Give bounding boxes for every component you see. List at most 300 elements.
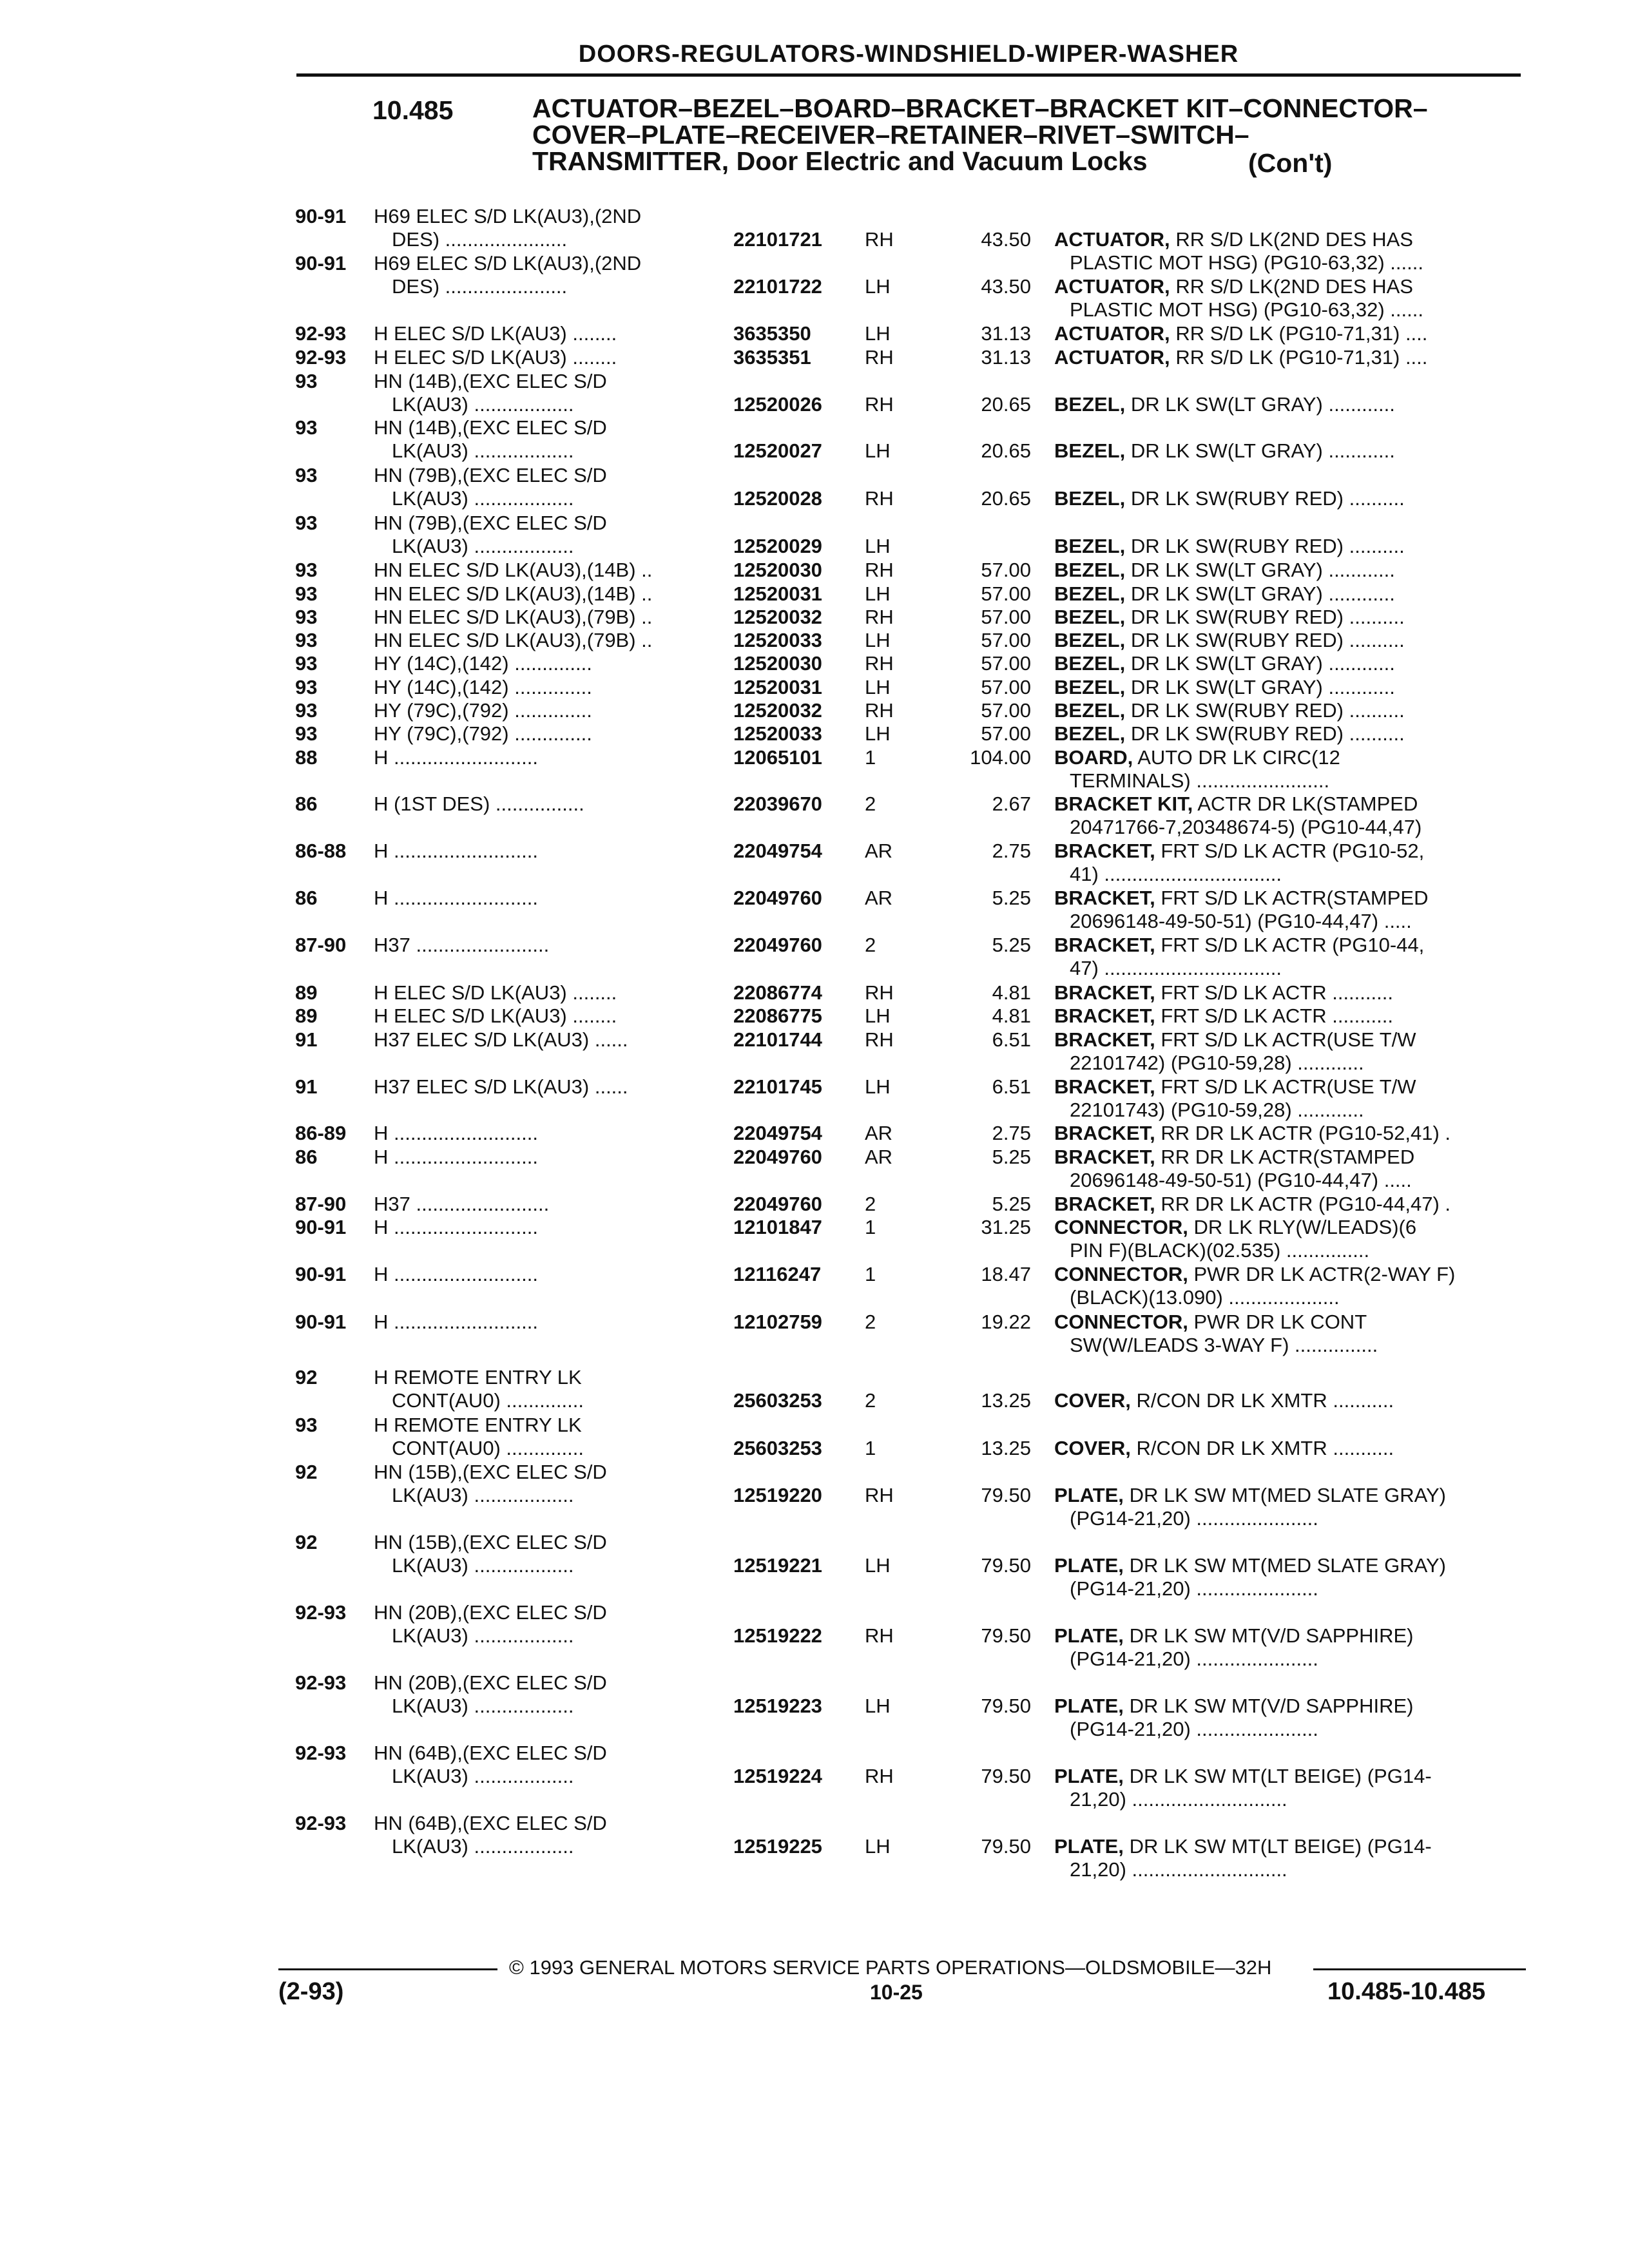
part-number: 12519223 bbox=[733, 1695, 822, 1717]
price: 79.50 bbox=[981, 1554, 1031, 1577]
quantity: RH bbox=[865, 487, 894, 510]
part-name-bold: BRACKET, bbox=[1054, 1193, 1155, 1215]
model-year: 93 bbox=[295, 512, 318, 534]
part-number: 12519225 bbox=[733, 1835, 822, 1858]
price: 2.75 bbox=[992, 1122, 1031, 1144]
usage-line: H (1ST DES) ................ bbox=[374, 793, 584, 815]
model-year: 89 bbox=[295, 1004, 318, 1027]
part-name-continuation: (PG14-21,20) ...................... bbox=[1070, 1577, 1318, 1600]
part-name-bold: BEZEL, bbox=[1054, 582, 1126, 605]
part-name-detail: DR LK SW(RUBY RED) .......... bbox=[1130, 487, 1405, 510]
part-number: 12102759 bbox=[733, 1311, 822, 1333]
usage-description bbox=[374, 793, 584, 816]
usage-description bbox=[374, 416, 607, 463]
part-name bbox=[1054, 535, 1405, 558]
part-name-detail: FRT S/D LK ACTR(USE T/W bbox=[1161, 1028, 1416, 1051]
usage-description bbox=[374, 1122, 538, 1145]
part-name-detail: DR LK SW(LT GRAY) ............ bbox=[1130, 559, 1395, 581]
part-name-bold: ACTUATOR, bbox=[1054, 228, 1170, 251]
usage-description bbox=[374, 1671, 607, 1718]
usage-line: HN (79B),(EXC ELEC S/D bbox=[374, 512, 607, 534]
part-name-bold: PLATE, bbox=[1054, 1695, 1124, 1717]
part-name-bold: ACTUATOR, bbox=[1054, 275, 1170, 298]
usage-description bbox=[374, 1366, 584, 1412]
section-title bbox=[532, 95, 1537, 175]
part-name-bold: BOARD, bbox=[1054, 746, 1133, 769]
usage-description bbox=[374, 746, 538, 769]
quantity: AR bbox=[865, 1122, 893, 1144]
usage-line: HN (14B),(EXC ELEC S/D bbox=[374, 370, 607, 392]
part-name bbox=[1054, 439, 1395, 463]
usage-line: H REMOTE ENTRY LK bbox=[374, 1414, 582, 1436]
part-name-bold: COVER, bbox=[1054, 1389, 1131, 1412]
usage-line: H37 ........................ bbox=[374, 934, 550, 956]
part-name-bold: PLATE, bbox=[1054, 1765, 1124, 1787]
usage-line: H ELEC S/D LK(AU3) ........ bbox=[374, 322, 617, 345]
part-name-bold: BRACKET, bbox=[1054, 934, 1155, 956]
section-title-line: ACTUATOR–BEZEL–BOARD–BRACKET–BRACKET KIT–CONNECTOR– bbox=[532, 93, 1428, 123]
part-name bbox=[1054, 1122, 1451, 1145]
part-number: 12065101 bbox=[733, 746, 822, 769]
usage-line: H .......................... bbox=[374, 840, 538, 862]
usage-description bbox=[374, 1193, 549, 1216]
quantity: RH bbox=[865, 652, 894, 675]
quantity: LH bbox=[865, 629, 891, 651]
model-year: 93 bbox=[295, 464, 318, 486]
part-name-continuation: PLASTIC MOT HSG) (PG10-63,32) ...... bbox=[1070, 298, 1423, 321]
part-name bbox=[1054, 1554, 1446, 1600]
part-name bbox=[1054, 699, 1405, 722]
usage-line: LK(AU3) .................. bbox=[392, 535, 574, 557]
quantity: RH bbox=[865, 1624, 894, 1647]
usage-line: H69 ELEC S/D LK(AU3),(2ND bbox=[374, 252, 642, 274]
usage-description bbox=[374, 629, 652, 652]
usage-description bbox=[374, 887, 538, 910]
model-year: 93 bbox=[295, 699, 318, 722]
part-name-detail: R/CON DR LK XMTR ........... bbox=[1136, 1389, 1394, 1412]
price: 19.22 bbox=[981, 1311, 1031, 1333]
part-name-detail: DR LK SW(LT GRAY) ............ bbox=[1130, 439, 1395, 462]
usage-line: CONT(AU0) .............. bbox=[392, 1389, 584, 1412]
part-name-detail: AUTO DR LK CIRC(12 bbox=[1137, 746, 1340, 769]
part-name-detail: RR S/D LK(2ND DES HAS bbox=[1175, 228, 1413, 251]
part-name bbox=[1054, 746, 1340, 793]
model-year: 92-93 bbox=[295, 346, 347, 369]
usage-line: HN (14B),(EXC ELEC S/D bbox=[374, 416, 607, 439]
price: 5.25 bbox=[992, 887, 1031, 909]
part-name bbox=[1054, 793, 1422, 839]
usage-line: HY (79C),(792) .............. bbox=[374, 699, 592, 722]
quantity: 2 bbox=[865, 934, 876, 956]
usage-description bbox=[374, 1075, 628, 1099]
price: 57.00 bbox=[981, 629, 1031, 651]
part-number: 12519220 bbox=[733, 1484, 822, 1506]
part-name-bold: PLATE, bbox=[1054, 1484, 1124, 1506]
part-name-bold: BEZEL, bbox=[1054, 629, 1126, 651]
price: 31.13 bbox=[981, 322, 1031, 345]
usage-line: H .......................... bbox=[374, 1122, 538, 1144]
part-name-bold: BRACKET, bbox=[1054, 840, 1155, 862]
part-name-detail: DR LK SW MT(LT BEIGE) (PG14- bbox=[1129, 1835, 1432, 1858]
part-number: 22101722 bbox=[733, 275, 822, 298]
part-name-detail: FRT S/D LK ACTR(STAMPED bbox=[1161, 887, 1429, 909]
part-name-detail: DR LK SW(LT GRAY) ............ bbox=[1130, 652, 1395, 675]
usage-line: HN (20B),(EXC ELEC S/D bbox=[374, 1671, 607, 1694]
usage-line: LK(AU3) .................. bbox=[392, 439, 574, 462]
usage-line: LK(AU3) .................. bbox=[392, 1695, 574, 1717]
part-number: 22086775 bbox=[733, 1004, 822, 1027]
part-name-bold: BRACKET, bbox=[1054, 1122, 1155, 1144]
part-number: 12519222 bbox=[733, 1624, 822, 1647]
quantity: LH bbox=[865, 1004, 891, 1027]
price: 31.25 bbox=[981, 1216, 1031, 1238]
part-number: 12520030 bbox=[733, 559, 822, 581]
model-year: 92-93 bbox=[295, 1812, 347, 1834]
usage-line: HN (15B),(EXC ELEC S/D bbox=[374, 1531, 607, 1553]
part-name-bold: BRACKET, bbox=[1054, 887, 1155, 909]
usage-line: LK(AU3) .................. bbox=[392, 1554, 574, 1577]
part-name-detail: DR LK SW MT(MED SLATE GRAY) bbox=[1129, 1484, 1447, 1506]
part-name-detail: DR LK SW MT(V/D SAPPHIRE) bbox=[1129, 1695, 1414, 1717]
usage-line: H37 ELEC S/D LK(AU3) ...... bbox=[374, 1028, 628, 1051]
usage-description bbox=[374, 582, 652, 606]
model-year: 93 bbox=[295, 676, 318, 698]
usage-description bbox=[374, 464, 607, 510]
part-number: 22101745 bbox=[733, 1075, 822, 1098]
model-year: 92-93 bbox=[295, 1601, 347, 1624]
price: 57.00 bbox=[981, 582, 1031, 605]
quantity: LH bbox=[865, 535, 891, 557]
usage-description bbox=[374, 1812, 607, 1858]
footer-section-range: 10.485-10.485 bbox=[1327, 1978, 1486, 2005]
section-number: 10.485 bbox=[372, 95, 454, 125]
part-name bbox=[1054, 1004, 1393, 1028]
usage-line: H ELEC S/D LK(AU3) ........ bbox=[374, 981, 617, 1004]
part-name-continuation: 22101743) (PG10-59,28) ............ bbox=[1070, 1099, 1364, 1121]
usage-line: H .......................... bbox=[374, 746, 538, 769]
usage-line: HN (79B),(EXC ELEC S/D bbox=[374, 464, 607, 486]
part-name-detail: PWR DR LK CONT bbox=[1193, 1311, 1367, 1333]
part-name-bold: BEZEL, bbox=[1054, 699, 1126, 722]
usage-description bbox=[374, 676, 592, 699]
part-name bbox=[1054, 629, 1405, 652]
part-name-bold: PLATE, bbox=[1054, 1554, 1124, 1577]
part-name-detail: DR LK SW MT(MED SLATE GRAY) bbox=[1129, 1554, 1447, 1577]
quantity: 2 bbox=[865, 1193, 876, 1215]
usage-description bbox=[374, 1216, 538, 1239]
part-name-continuation: SW(W/LEADS 3-WAY F) ............... bbox=[1070, 1334, 1378, 1356]
part-number: 12520032 bbox=[733, 606, 822, 628]
part-number: 12101847 bbox=[733, 1216, 822, 1238]
price: 57.00 bbox=[981, 699, 1031, 722]
quantity: 1 bbox=[865, 1263, 876, 1285]
usage-line: HN (20B),(EXC ELEC S/D bbox=[374, 1601, 607, 1624]
model-year: 91 bbox=[295, 1075, 318, 1098]
part-name-bold: BEZEL, bbox=[1054, 652, 1126, 675]
part-name-detail: DR LK RLY(W/LEADS)(6 bbox=[1193, 1216, 1417, 1238]
price: 6.51 bbox=[992, 1028, 1031, 1051]
part-number: 12520032 bbox=[733, 699, 822, 722]
part-name-detail: RR S/D LK (PG10-71,31) .... bbox=[1175, 346, 1428, 369]
usage-description bbox=[374, 981, 617, 1004]
price: 6.51 bbox=[992, 1075, 1031, 1098]
part-name-detail: FRT S/D LK ACTR (PG10-44, bbox=[1161, 934, 1425, 956]
usage-line: HN (64B),(EXC ELEC S/D bbox=[374, 1742, 607, 1764]
footer-copyright: © 1993 GENERAL MOTORS SERVICE PARTS OPERATIONS—OLDSMOBILE—32H bbox=[509, 1956, 1272, 1979]
part-name-detail: FRT S/D LK ACTR (PG10-52, bbox=[1161, 840, 1425, 862]
part-number: 3635350 bbox=[733, 322, 811, 345]
part-number: 12520031 bbox=[733, 676, 822, 698]
part-name-detail: DR LK SW(RUBY RED) .......... bbox=[1130, 606, 1405, 628]
model-year: 93 bbox=[295, 582, 318, 605]
part-number: 22049760 bbox=[733, 887, 822, 909]
footer-rule-left bbox=[278, 1968, 497, 1970]
model-year: 91 bbox=[295, 1028, 318, 1051]
part-name-continuation: 41) ................................ bbox=[1070, 863, 1282, 885]
part-name-detail: PWR DR LK ACTR(2-WAY F) bbox=[1193, 1263, 1456, 1285]
part-name-bold: BRACKET, bbox=[1054, 981, 1155, 1004]
usage-line: H37 ........................ bbox=[374, 1193, 550, 1215]
part-name-bold: PLATE, bbox=[1054, 1624, 1124, 1647]
price: 4.81 bbox=[992, 981, 1031, 1004]
quantity: 2 bbox=[865, 1389, 876, 1412]
usage-line: H .......................... bbox=[374, 1146, 538, 1168]
usage-line: H ELEC S/D LK(AU3) ........ bbox=[374, 346, 617, 369]
usage-description bbox=[374, 1004, 617, 1028]
part-name-bold: BEZEL, bbox=[1054, 535, 1126, 557]
usage-line: DES) ...................... bbox=[392, 228, 568, 251]
part-name bbox=[1054, 1028, 1416, 1075]
part-name bbox=[1054, 228, 1423, 274]
section-title-line: TRANSMITTER, Door Electric and Vacuum Locks bbox=[532, 146, 1148, 176]
continued-label: (Con't) bbox=[1248, 148, 1333, 178]
usage-line: HN (64B),(EXC ELEC S/D bbox=[374, 1812, 607, 1834]
usage-description bbox=[374, 370, 607, 416]
usage-line: HY (14C),(142) .............. bbox=[374, 652, 592, 675]
part-name-detail: RR DR LK ACTR(STAMPED bbox=[1161, 1146, 1415, 1168]
price: 79.50 bbox=[981, 1484, 1031, 1506]
part-number: 12520027 bbox=[733, 439, 822, 462]
part-name bbox=[1054, 1484, 1446, 1530]
usage-line: HY (14C),(142) .............. bbox=[374, 676, 592, 698]
part-name bbox=[1054, 1075, 1416, 1122]
quantity: RH bbox=[865, 228, 894, 251]
model-year: 93 bbox=[295, 1414, 318, 1436]
usage-description bbox=[374, 1531, 607, 1577]
part-number: 3635351 bbox=[733, 346, 811, 369]
part-name-bold: BEZEL, bbox=[1054, 676, 1126, 698]
price: 57.00 bbox=[981, 559, 1031, 581]
quantity: RH bbox=[865, 699, 894, 722]
usage-line: HN ELEC S/D LK(AU3),(79B) .. bbox=[374, 629, 653, 651]
part-name bbox=[1054, 722, 1405, 745]
model-year: 92 bbox=[295, 1461, 318, 1483]
part-name-bold: CONNECTOR, bbox=[1054, 1311, 1188, 1333]
usage-description bbox=[374, 1311, 538, 1334]
usage-description bbox=[374, 934, 549, 957]
usage-description bbox=[374, 1146, 538, 1169]
model-year: 88 bbox=[295, 746, 318, 769]
part-name bbox=[1054, 1765, 1432, 1811]
quantity: LH bbox=[865, 722, 891, 745]
part-number: 22049754 bbox=[733, 1122, 822, 1144]
price: 79.50 bbox=[981, 1695, 1031, 1717]
model-year: 86-89 bbox=[295, 1122, 347, 1144]
part-name-detail: FRT S/D LK ACTR ........... bbox=[1161, 981, 1393, 1004]
part-name-bold: ACTUATOR, bbox=[1054, 322, 1170, 345]
usage-description bbox=[374, 606, 652, 629]
quantity: 1 bbox=[865, 1437, 876, 1459]
quantity: RH bbox=[865, 559, 894, 581]
part-name bbox=[1054, 606, 1405, 629]
part-name-detail: DR LK SW MT(LT BEIGE) (PG14- bbox=[1129, 1765, 1432, 1787]
price: 20.65 bbox=[981, 439, 1031, 462]
usage-line: H .......................... bbox=[374, 1263, 538, 1285]
quantity: LH bbox=[865, 1835, 891, 1858]
part-name bbox=[1054, 346, 1427, 369]
price: 2.75 bbox=[992, 840, 1031, 862]
part-name bbox=[1054, 322, 1427, 345]
usage-description bbox=[374, 840, 538, 863]
usage-description bbox=[374, 512, 607, 558]
usage-description bbox=[374, 1601, 607, 1648]
part-name bbox=[1054, 559, 1395, 582]
part-number: 22049760 bbox=[733, 934, 822, 956]
model-year: 90-91 bbox=[295, 252, 347, 274]
quantity: RH bbox=[865, 981, 894, 1004]
usage-line: H69 ELEC S/D LK(AU3),(2ND bbox=[374, 205, 642, 227]
part-number: 22101721 bbox=[733, 228, 822, 251]
model-year: 92-93 bbox=[295, 1671, 347, 1694]
usage-description bbox=[374, 1028, 628, 1052]
part-name bbox=[1054, 393, 1395, 416]
price: 57.00 bbox=[981, 606, 1031, 628]
quantity: RH bbox=[865, 1028, 894, 1051]
part-name-bold: ACTUATOR, bbox=[1054, 346, 1170, 369]
part-name-detail: DR LK SW(RUBY RED) .......... bbox=[1130, 629, 1405, 651]
part-name bbox=[1054, 676, 1395, 699]
quantity: LH bbox=[865, 582, 891, 605]
part-number: 12520029 bbox=[733, 535, 822, 557]
quantity: 2 bbox=[865, 793, 876, 815]
part-number: 22101744 bbox=[733, 1028, 822, 1051]
part-number: 12520026 bbox=[733, 393, 822, 416]
part-name-bold: BRACKET, bbox=[1054, 1028, 1155, 1051]
part-name-detail: RR DR LK ACTR (PG10-52,41) . bbox=[1161, 1122, 1451, 1144]
price: 18.47 bbox=[981, 1263, 1031, 1285]
part-name-continuation: (BLACK)(13.090) .................... bbox=[1070, 1286, 1340, 1309]
part-number: 12519221 bbox=[733, 1554, 822, 1577]
part-name-bold: BEZEL, bbox=[1054, 722, 1126, 745]
part-number: 22049754 bbox=[733, 840, 822, 862]
usage-line: HN ELEC S/D LK(AU3),(79B) .. bbox=[374, 606, 653, 628]
part-name bbox=[1054, 887, 1428, 933]
usage-line: HN ELEC S/D LK(AU3),(14B) .. bbox=[374, 582, 653, 605]
usage-description bbox=[374, 322, 617, 345]
price: 57.00 bbox=[981, 652, 1031, 675]
quantity: 1 bbox=[865, 1216, 876, 1238]
quantity: LH bbox=[865, 1554, 891, 1577]
part-name bbox=[1054, 1146, 1414, 1192]
model-year: 93 bbox=[295, 652, 318, 675]
price: 79.50 bbox=[981, 1765, 1031, 1787]
part-name-continuation: 47) ................................ bbox=[1070, 957, 1282, 979]
price: 79.50 bbox=[981, 1835, 1031, 1858]
usage-line: HN ELEC S/D LK(AU3),(14B) .. bbox=[374, 559, 653, 581]
part-name-continuation: 21,20) ............................ bbox=[1070, 1858, 1287, 1881]
part-name-bold: BRACKET, bbox=[1054, 1004, 1155, 1027]
price: 43.50 bbox=[981, 275, 1031, 298]
usage-description bbox=[374, 252, 641, 298]
model-year: 86-88 bbox=[295, 840, 347, 862]
part-name bbox=[1054, 934, 1424, 980]
price: 79.50 bbox=[981, 1624, 1031, 1647]
quantity: RH bbox=[865, 606, 894, 628]
model-year: 93 bbox=[295, 370, 318, 392]
part-name-detail: R/CON DR LK XMTR ........... bbox=[1136, 1437, 1394, 1459]
usage-description bbox=[374, 1263, 538, 1286]
model-year: 86 bbox=[295, 793, 318, 815]
usage-line: HY (79C),(792) .............. bbox=[374, 722, 592, 745]
quantity: 2 bbox=[865, 1311, 876, 1333]
part-number: 12520033 bbox=[733, 629, 822, 651]
usage-line: LK(AU3) .................. bbox=[392, 1624, 574, 1647]
usage-line: LK(AU3) .................. bbox=[392, 1835, 574, 1858]
part-name bbox=[1054, 1624, 1414, 1671]
quantity: LH bbox=[865, 1075, 891, 1098]
part-name-detail: RR DR LK ACTR (PG10-44,47) . bbox=[1161, 1193, 1451, 1215]
part-name-bold: BRACKET KIT, bbox=[1054, 793, 1193, 815]
quantity: RH bbox=[865, 393, 894, 416]
usage-description bbox=[374, 1742, 607, 1788]
part-name-continuation: 20471766-7,20348674-5) (PG10-44,47) bbox=[1070, 816, 1422, 838]
model-year: 90-91 bbox=[295, 205, 347, 227]
model-year: 92-93 bbox=[295, 1742, 347, 1764]
quantity: 1 bbox=[865, 746, 876, 769]
usage-description bbox=[374, 559, 652, 582]
price: 20.65 bbox=[981, 487, 1031, 510]
model-year: 93 bbox=[295, 629, 318, 651]
part-name bbox=[1054, 1695, 1414, 1741]
part-name-continuation: TERMINALS) ........................ bbox=[1070, 769, 1330, 792]
part-name bbox=[1054, 487, 1405, 510]
quantity: LH bbox=[865, 676, 891, 698]
header-rule bbox=[296, 73, 1521, 77]
part-name bbox=[1054, 981, 1393, 1004]
part-name-continuation: 21,20) ............................ bbox=[1070, 1788, 1287, 1811]
part-number: 22086774 bbox=[733, 981, 822, 1004]
part-number: 25603253 bbox=[733, 1437, 822, 1459]
quantity: AR bbox=[865, 887, 893, 909]
price: 31.13 bbox=[981, 346, 1031, 369]
price: 43.50 bbox=[981, 228, 1031, 251]
model-year: 93 bbox=[295, 722, 318, 745]
part-name bbox=[1054, 582, 1395, 606]
price: 57.00 bbox=[981, 676, 1031, 698]
price: 2.67 bbox=[992, 793, 1031, 815]
part-name-detail: RR S/D LK(2ND DES HAS bbox=[1175, 275, 1413, 298]
part-name-continuation: 22101742) (PG10-59,28) ............ bbox=[1070, 1052, 1364, 1074]
part-name bbox=[1054, 1437, 1394, 1460]
part-name bbox=[1054, 275, 1423, 322]
part-name-continuation: PIN F)(BLACK)(02.535) ............... bbox=[1070, 1239, 1370, 1262]
part-name bbox=[1054, 840, 1424, 886]
part-name bbox=[1054, 652, 1395, 675]
part-name-bold: BEZEL, bbox=[1054, 606, 1126, 628]
price: 104.00 bbox=[970, 746, 1031, 769]
usage-line: H .......................... bbox=[374, 887, 538, 909]
model-year: 90-91 bbox=[295, 1263, 347, 1285]
